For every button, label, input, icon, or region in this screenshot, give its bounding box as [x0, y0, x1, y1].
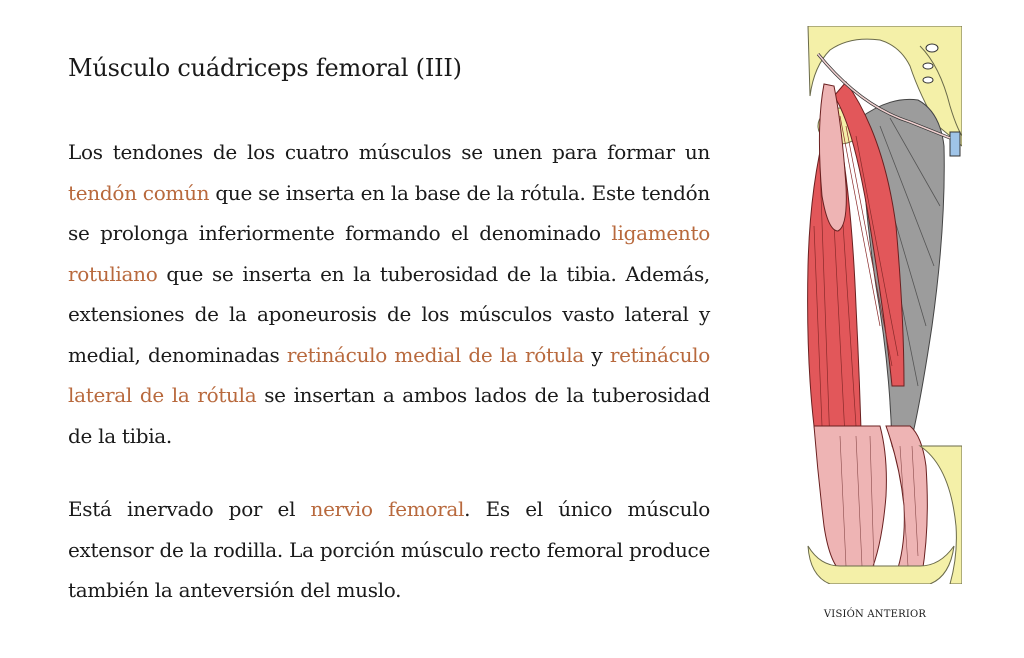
term-nervio-femoral: nervio femoral — [310, 497, 465, 521]
term-retinaculo-medial: retináculo medial de la rótula — [286, 342, 584, 367]
text: se insertan a ambos lados de la tuberosidad de la tibia. — [68, 383, 710, 448]
text: que se inserta en la base de la rótula. Este tendón se prolonga inferiormente formando el denominado — [68, 180, 710, 245]
text: y — [584, 342, 610, 367]
text: Los tendones de los cuatro músculos se unen para formar un — [68, 140, 710, 164]
term-tendon-comun: tendón común — [68, 180, 210, 205]
quadriceps-illustration — [800, 26, 962, 584]
text: Está inervado por el — [68, 497, 311, 521]
term-retinaculo-lateral: retináculo lateral de la rótula — [68, 342, 710, 407]
text: . Es el único músculo extensor de la rodilla. La porción músculo recto femoral produce también la anteversión del muslo. — [68, 497, 710, 602]
figure-caption: VISIÓN ANTERIOR — [823, 609, 927, 620]
text: que se inserta en la tuberosidad de la tibia. Además, extensiones de la aponeurosis de los músculos vasto lateral y medial, denominadas — [68, 261, 710, 367]
page-title: Músculo cuádriceps femoral (III) — [68, 54, 462, 82]
term-ligamento-rotuliano: ligamento rotuliano — [68, 221, 710, 286]
paragraph-tendons — [68, 132, 710, 456]
paragraph-innervation — [68, 489, 710, 611]
